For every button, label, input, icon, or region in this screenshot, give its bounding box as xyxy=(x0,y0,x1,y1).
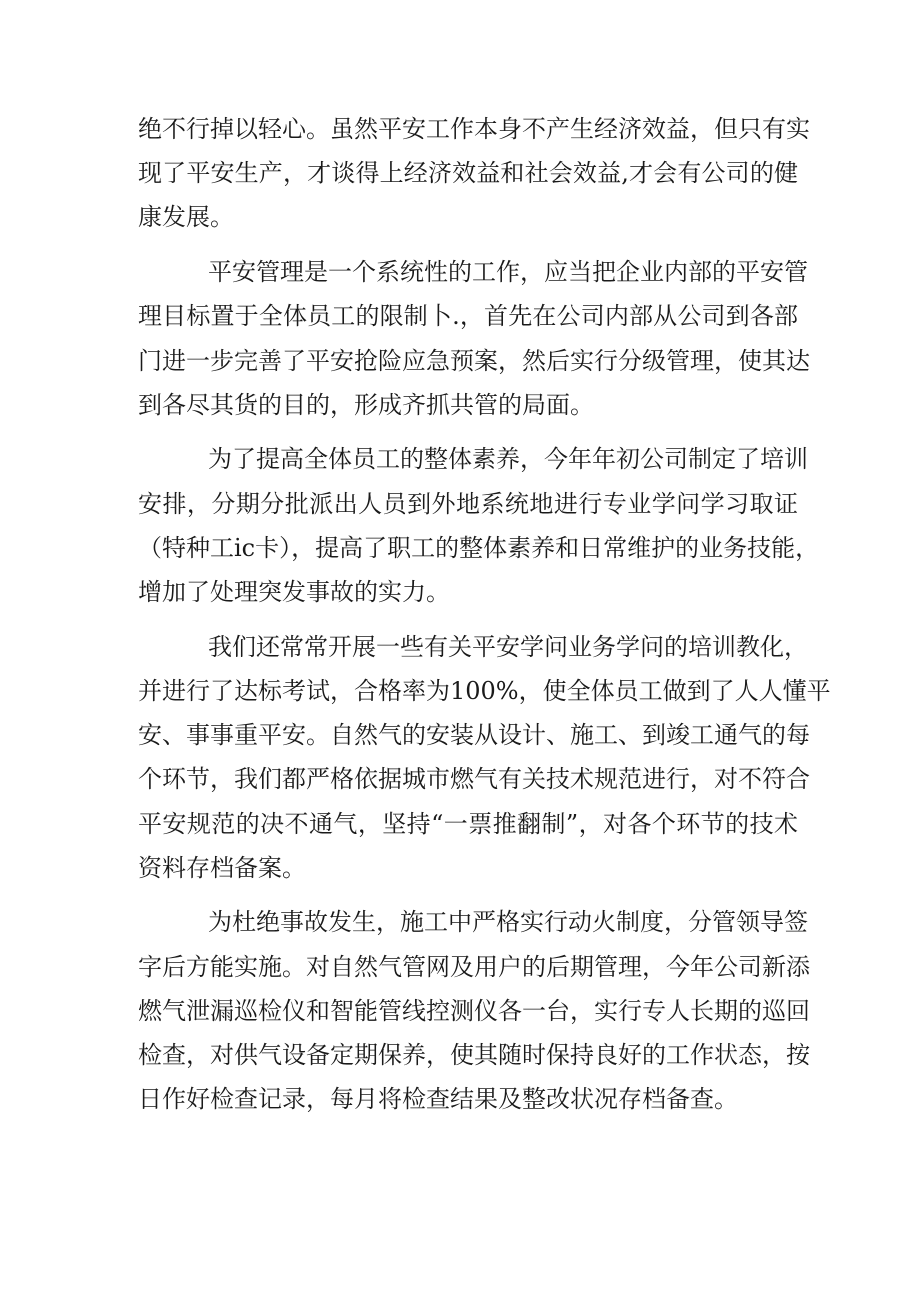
paragraph-p1 xyxy=(138,107,810,240)
text-line: 并进行了达标考试，合格率为100%，使全体员工做到了人人懂平 xyxy=(138,676,831,705)
text-line: 我们还常常开展一些有关平安学问业务学问的培训教化， xyxy=(208,632,808,661)
text-line: 现了平安生产，才谈得上经济效益和社会效益,才会有公司的健 xyxy=(138,159,798,188)
text-line: 理目标置于全体员工的限制卜.，首先在公司内部从公司到各部 xyxy=(138,302,798,331)
text-line: 平安规范的决不通气，坚持“一票推翻制”，对各个环节的技术 xyxy=(138,809,798,838)
text-line: 资料存档备案。 xyxy=(138,853,306,882)
text-line: 安、事事重平安。自然气的安装从设计、施工、到竣工通气的每 xyxy=(138,721,810,750)
text-line: 康发展。 xyxy=(138,203,234,232)
text-line: 绝不行掉以轻心。虽然平安工作本身不产生经济效益，但只有实 xyxy=(138,115,810,143)
text-line: 日作好检查记录，每月将检查结果及整改状况存档备查。 xyxy=(138,1085,738,1114)
document-body xyxy=(138,107,831,1132)
text-line: 字后方能实施。对自然气管网及用户的后期管理，今年公司新添 xyxy=(138,952,810,981)
text-line: 为了提高全体员工的整体素养，今年年初公司制定了培训 xyxy=(208,445,808,474)
text-line: 增加了处理突发事故的实力。 xyxy=(138,578,450,607)
paragraph-p4 xyxy=(138,625,831,890)
text-line: 检查，对供气设备定期保养，使其随时保持良好的工作状态，按 xyxy=(138,1041,810,1070)
text-line: 门进一步完善了平安抢险应急预案，然后实行分级管理，使其达 xyxy=(138,346,810,375)
paragraph-p2 xyxy=(138,250,810,427)
text-line: 为杜绝事故发生，施工中严格实行动火制度，分管领导签 xyxy=(208,908,808,937)
text-line: （特种工ic卡），提高了职工的整体素养和日常维护的业务技能， xyxy=(138,533,820,562)
text-line: 燃气泄漏巡检仪和智能管线控测仪各一台，实行专人长期的巡回 xyxy=(138,996,810,1025)
paragraph-p3 xyxy=(138,437,820,614)
text-line: 个环节，我们都严格依据城市燃气有关技术规范进行，对不符合 xyxy=(138,765,810,794)
text-line: 安排，分期分批派出人员到外地系统地进行专业学问学习取证 xyxy=(138,489,798,518)
paragraph-p5 xyxy=(138,900,810,1121)
text-line: 到各尽其货的目的，形成齐抓共管的局面。 xyxy=(138,390,594,419)
text-line: 平安管理是一个系统性的工作，应当把企业内部的平安管 xyxy=(208,258,808,287)
